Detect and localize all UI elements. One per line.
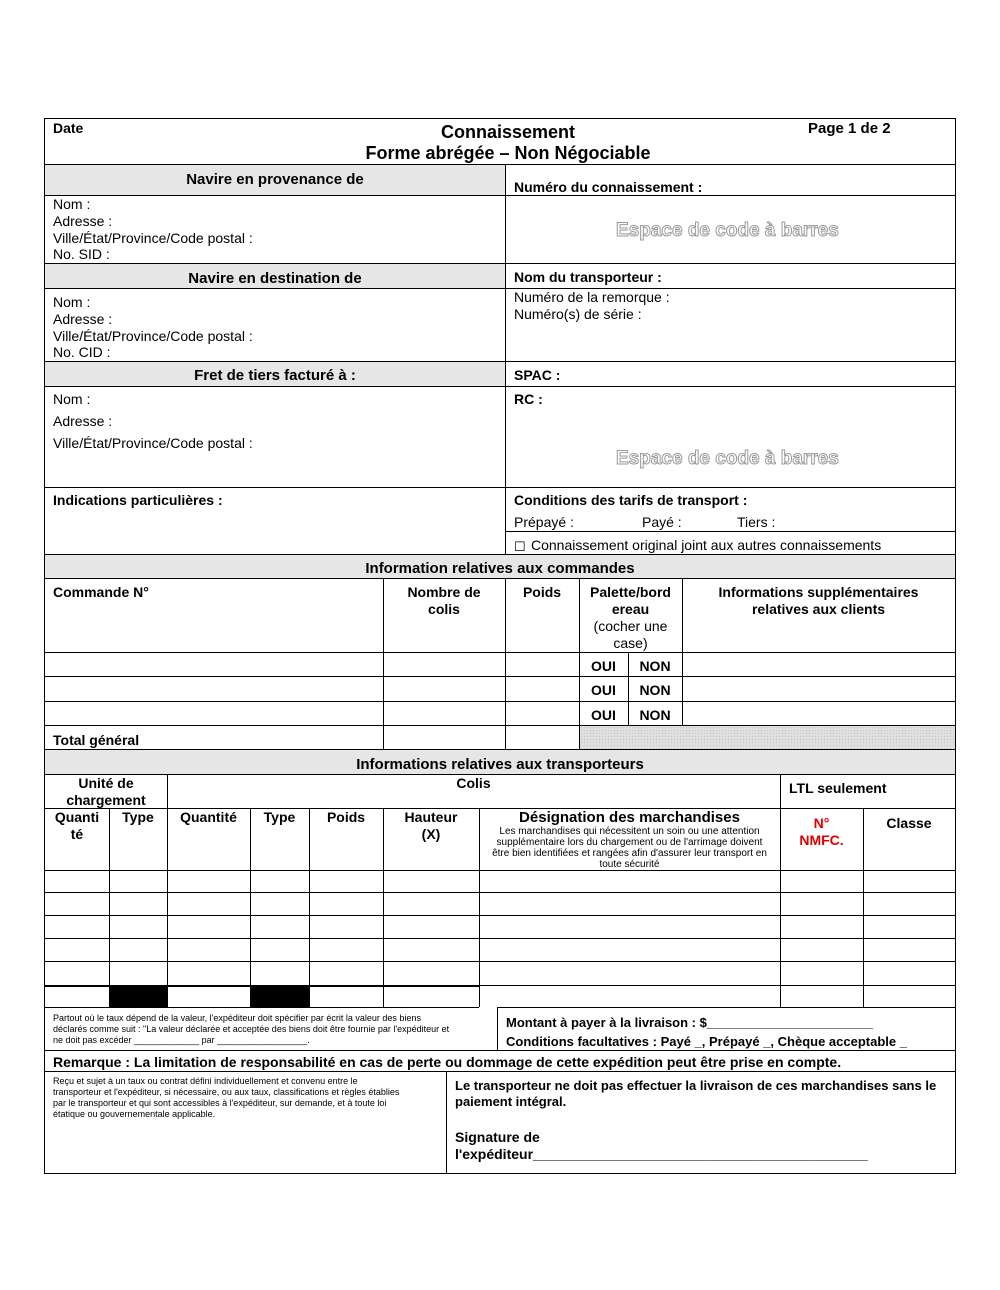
col-hu-qty-1: Quanti <box>54 809 100 825</box>
description-note-2: supplémentaire lors du chargement ou de l'arrimage doivent <box>496 837 763 848</box>
col-hu-type: Type <box>122 809 154 825</box>
signature-label-1: Signature de <box>455 1129 540 1145</box>
master-bol-checkbox[interactable]: ☐ <box>514 539 526 554</box>
carrier-name-label: Nom du transporteur : <box>514 269 662 285</box>
bill-of-lading-form <box>44 118 956 1174</box>
description-note-1: Les marchandises qui nécessitent un soin ou une attention <box>499 826 760 837</box>
carrier-info-heading: Informations relatives aux transporteurs <box>356 756 644 773</box>
col-packages-1: Nombre de <box>407 584 481 600</box>
col-pallet-note-2: case) <box>613 635 648 651</box>
trailer-number: Numéro de la remorque : <box>514 289 670 305</box>
page-number: Page 1 de 2 <box>808 120 891 137</box>
col-class: Classe <box>886 815 932 831</box>
col-weight: Poids <box>326 809 366 825</box>
ship-from-city: Ville/État/Province/Code postal : <box>53 230 253 246</box>
col-weight: Poids <box>522 584 562 600</box>
carrier-notice-2: paiement intégral. <box>455 1094 567 1109</box>
ship-to-heading: Navire en destination de <box>188 270 362 287</box>
yes-option-1[interactable]: OUI <box>591 658 616 674</box>
serial-numbers: Numéro(s) de série : <box>514 306 642 322</box>
freight-third-party: Tiers : <box>737 514 776 530</box>
yes-option-3[interactable]: OUI <box>591 707 616 723</box>
ship-to-name: Nom : <box>53 294 91 310</box>
no-option-1[interactable]: NON <box>639 658 671 674</box>
barcode-space: Espace de code à barres <box>616 220 839 241</box>
received-3: par le transporteur et qui sont accessibles à l'expéditeur, sur demande, et à toute loi <box>53 1098 387 1108</box>
bol-number-label: Numéro du connaissement : <box>514 179 703 195</box>
col-height-2: (X) <box>421 826 441 842</box>
declared-value-2: déclarés comme suit : "La valeur déclarée et acceptée des biens doit être fournie par l'expéditeur et <box>53 1024 450 1034</box>
col-order-number: Commande N° <box>53 584 149 600</box>
col-description: Désignation des marchandises <box>519 809 740 826</box>
cod-terms: Conditions facultatives : Payé _, Prépayé _, Chèque acceptable _ <box>506 1034 907 1049</box>
description-note-3: être bien identifiées et rangées afin d'assurer leur transport en <box>492 848 767 859</box>
form-subtitle: Forme abrégée – Non Négociable <box>365 143 651 163</box>
spac-label: SPAC : <box>514 367 561 383</box>
liability-note: Remarque : La limitation de responsabilité en cas de perte ou dommage de cette expédition peut être prise en compte. <box>53 1054 842 1070</box>
third-party-city: Ville/État/Province/Code postal : <box>53 435 253 451</box>
special-instructions-label: Indications particulières : <box>53 492 223 508</box>
col-info-1: Informations supplémentaires <box>718 584 919 600</box>
ship-from-address: Adresse : <box>53 213 113 229</box>
package-heading: Colis <box>456 775 491 791</box>
master-bol-label: Connaissement original joint aux autres connaissements <box>531 537 882 553</box>
freight-collect: Payé : <box>642 514 682 530</box>
declared-value-3: ne doit pas excéder _____________ par __________________. <box>53 1035 310 1045</box>
ship-to-city: Ville/État/Province/Code postal : <box>53 328 253 344</box>
barcode-space-rc: Espace de code à barres <box>616 448 839 469</box>
rc-label: RC : <box>514 391 543 407</box>
col-pkg-type: Type <box>263 809 296 825</box>
freight-terms-label: Conditions des tarifs de transport : <box>514 492 748 508</box>
date-label: Date <box>53 120 84 136</box>
no-option-2[interactable]: NON <box>639 682 671 698</box>
grand-total-label: Total général <box>53 732 140 748</box>
signature-line[interactable]: l'expéditeur___________________________________________ <box>455 1146 868 1162</box>
col-info-2: relatives aux clients <box>751 601 886 617</box>
col-pallet-2: ereau <box>611 601 650 617</box>
cod-amount: Montant à payer à la livraison : $_______________________ <box>506 1015 874 1030</box>
col-nmfc-2: NMFC. <box>799 832 844 848</box>
col-pallet-1: Palette/bord <box>590 584 671 600</box>
received-1: Reçu et sujet à un taux ou contrat défini individuellement et convenu entre le <box>53 1076 358 1086</box>
third-party-heading: Fret de tiers facturé à : <box>194 367 356 384</box>
orders-heading: Information relatives aux commandes <box>365 560 635 577</box>
col-hu-qty-2: té <box>70 826 84 842</box>
carrier-notice-1: Le transporteur ne doit pas effectuer la livraison de ces marchandises sans le <box>455 1078 937 1093</box>
no-option-3[interactable]: NON <box>639 707 671 723</box>
received-2: transporteur et l'expéditeur, si nécessaire, ou aux taux, classifications et règles établies <box>53 1087 400 1097</box>
handling-unit-2: chargement <box>66 792 146 808</box>
description-note-4: toute sécurité <box>599 859 660 870</box>
ship-from-sid: No. SID : <box>53 246 110 262</box>
ship-to-cid: No. CID : <box>53 344 111 360</box>
col-nmfc-1: N° <box>813 815 830 831</box>
ship-to-address: Adresse : <box>53 311 113 327</box>
freight-prepaid: Prépayé : <box>514 514 574 530</box>
declared-value-1: Partout où le taux dépend de la valeur, l'expéditeur doit spécifier par écrit la valeur des biens <box>53 1013 421 1023</box>
third-party-name: Nom : <box>53 391 91 407</box>
yes-option-2[interactable]: OUI <box>591 682 616 698</box>
ship-from-name: Nom : <box>53 196 91 212</box>
col-height-1: Hauteur <box>404 809 458 825</box>
ltl-only-heading: LTL seulement <box>789 780 887 796</box>
ship-from-heading: Navire en provenance de <box>186 171 364 188</box>
col-pallet-note-1: (cocher une <box>593 618 668 634</box>
col-pkg-qty: Quantité <box>180 809 237 825</box>
handling-unit-1: Unité de <box>78 775 134 791</box>
col-packages-2: colis <box>428 601 460 617</box>
third-party-address: Adresse : <box>53 413 113 429</box>
received-4: étatique ou gouvernementale applicable. <box>53 1109 216 1119</box>
form-title: Connaissement <box>440 122 576 142</box>
